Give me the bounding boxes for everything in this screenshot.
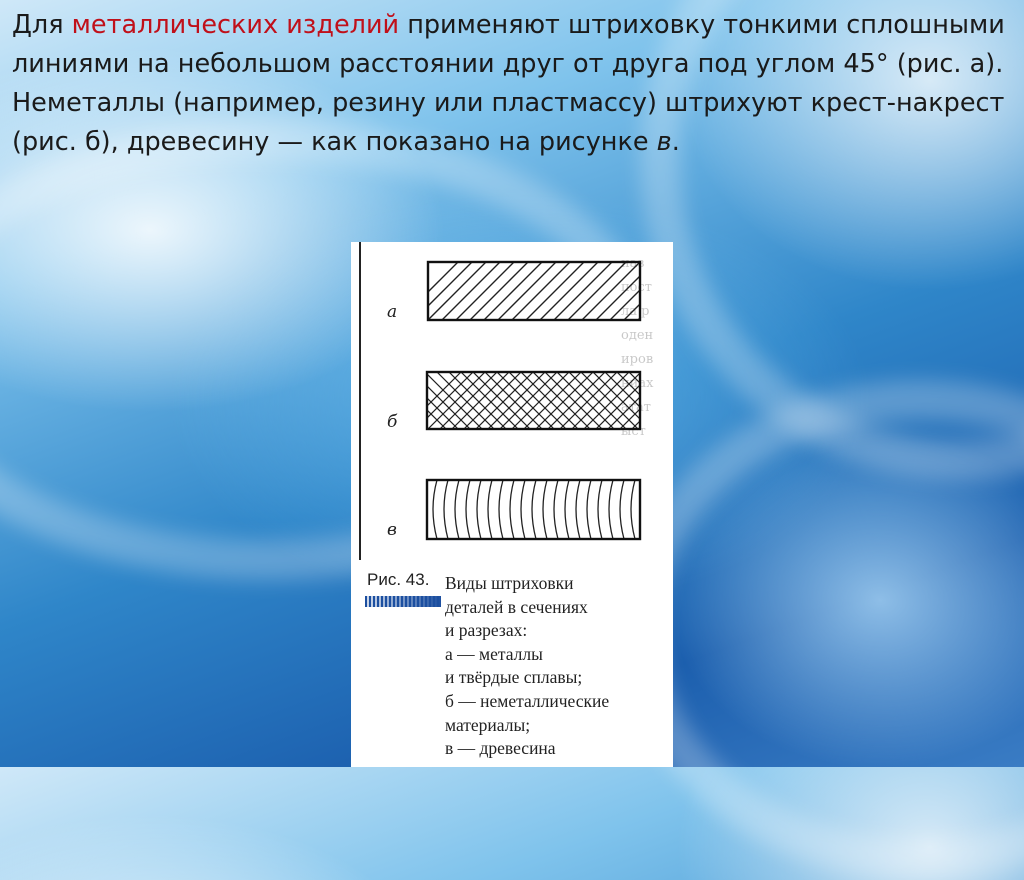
metal-hatch (383, 257, 673, 337)
text-part2: применяют штриховку тонкими сплошными линиями на небольшом расстоянии друг от друга под углом 45° (рис. а). Неметаллы (например, резину или пластмассу) штрихуют крест-накрест (рис. б), древесину — как показано на рисунке (12, 10, 1005, 157)
label-b: б (387, 412, 398, 432)
text-highlight: металлических изделий (71, 10, 400, 40)
ghost-text: ыст (621, 424, 646, 439)
ghost-text: пост (621, 280, 652, 295)
textbook-figure (351, 242, 673, 767)
wood-hatch (433, 480, 635, 539)
caption-line: деталей в сечениях (445, 596, 588, 617)
ghost-text: иров (621, 352, 654, 367)
caption-line: и твёрдые сплавы; (445, 667, 583, 688)
label-v: в (387, 520, 397, 540)
caption-line: а — металлы (445, 643, 543, 664)
text-part1: Для (12, 10, 72, 40)
ghost-text: ла р (621, 304, 650, 319)
caption-line: материалы; (445, 714, 531, 735)
caption-line: б — неметаллические (445, 690, 610, 711)
caption-fig-number: Рис. 43. (367, 570, 430, 589)
ghost-text: ниах (621, 376, 654, 391)
hatching-samples (351, 242, 673, 562)
ghost-text: оден (621, 328, 654, 343)
caption-decor-bar (365, 596, 441, 607)
caption-line: Виды штриховки (445, 573, 574, 593)
text-end: . (671, 127, 680, 157)
text-italic: в (656, 127, 672, 157)
caption-body (445, 572, 670, 761)
ghost-text: атат (621, 400, 651, 415)
slide-text (12, 6, 1012, 162)
caption-line: в — древесина (445, 738, 556, 759)
caption-line: и разрезах: (445, 620, 528, 641)
ghost-text: наз (621, 256, 645, 271)
label-a: а (387, 302, 398, 322)
